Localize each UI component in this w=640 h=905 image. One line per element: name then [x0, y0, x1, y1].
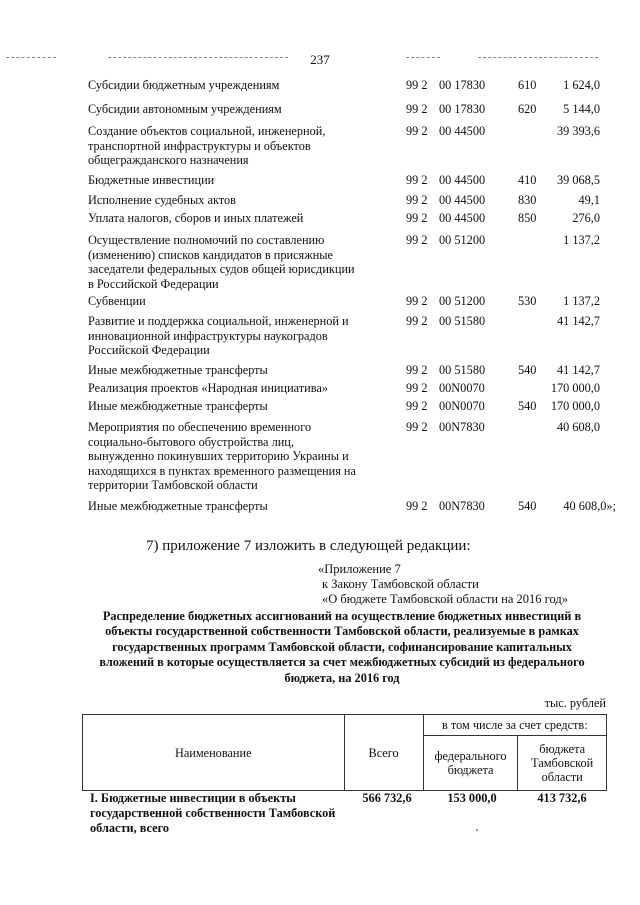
row-section: 99 2: [406, 193, 428, 207]
row-section: 99 2: [406, 78, 428, 92]
row-name: Субвенции: [88, 294, 146, 308]
row-name: Бюджетные инвестиции: [88, 173, 215, 187]
header-dash-divider: [406, 57, 440, 59]
annex-line-3: «О бюджете Тамбовской области на 2016 год»: [322, 592, 568, 606]
row-expense-type: 530: [518, 294, 537, 308]
row-expense-type: 410: [518, 173, 537, 187]
row-name: Мероприятия по обеспечению временного социально-бытового обустройства лиц, вынужденно покинувших территорию Украины и находящихся в пунктах временного размещения на территории Тамбовской области: [88, 420, 356, 493]
row-regional: 413 732,6: [537, 791, 587, 805]
row-section: 99 2: [406, 499, 428, 513]
row-article: 00 51580: [439, 314, 486, 328]
row-expense-type: 850: [518, 211, 537, 225]
row-section: 99 2: [406, 102, 428, 116]
row-name: Уплата налогов, сборов и иных платежей: [88, 211, 304, 225]
distribution-table: [82, 714, 607, 791]
header-dash-divider: [108, 57, 288, 59]
row-expense-type: 830: [518, 193, 537, 207]
annex-line-2: к Закону Тамбовской области: [322, 577, 479, 591]
row-amount: 5 144,0: [563, 102, 600, 116]
row-name: Субсидии автономным учреждениям: [88, 102, 282, 116]
row-article: 00 51200: [439, 233, 486, 247]
row-name: Субсидии бюджетным учреждениям: [88, 78, 280, 92]
row-expense-type: 540: [518, 499, 537, 513]
row-name: Реализация проектов «Народная инициатива»: [88, 381, 329, 395]
scan-speck: [476, 829, 478, 831]
units-label: тыс. рублей: [544, 696, 606, 710]
row-total: 566 732,6: [362, 791, 412, 805]
row-article: 00N7830: [439, 420, 485, 434]
row-article: 00 44500: [439, 211, 486, 225]
row-expense-type: 610: [518, 78, 537, 92]
row-section: 99 2: [406, 420, 428, 434]
row-article: 00 17830: [439, 78, 486, 92]
header-total: Всего: [344, 715, 423, 791]
row-article: 00 17830: [439, 102, 486, 116]
row-name: Иные межбюджетные трансферты: [88, 363, 268, 377]
row-section: 99 2: [406, 381, 428, 395]
header-including: в том числе за счет средств:: [423, 715, 606, 736]
row-amount: 170 000,0: [550, 381, 600, 395]
row-amount: 1 137,2: [563, 294, 600, 308]
row-amount: 40 608,0: [556, 420, 600, 434]
row-amount: 276,0: [572, 211, 600, 225]
row-name: Исполнение судебных актов: [88, 193, 236, 207]
document-title: Распределение бюджетных ассигнований на осуществление бюджетных инвестиций в объекты государственной собственности Тамбовской области, реализуемые в рамках государственных программ Тамбовской области, софинансирование капитальных вложений в которые осуществляется за счет межбюджетных субсидий из федерального бюджета, на 2016 год: [99, 609, 585, 685]
header-dash-divider: [478, 57, 598, 59]
header-dash-divider: [6, 57, 56, 59]
header-federal: федерального бюджета: [423, 736, 518, 791]
annex-line-1: «Приложение 7: [318, 562, 401, 576]
row-section: 99 2: [406, 314, 428, 328]
row-amount: 170 000,0: [550, 399, 600, 413]
row-name: Создание объектов социальной, инженерной, транспортной инфраструктуры и объектов общегражданского назначения: [88, 124, 326, 168]
row-name: Развитие и поддержка социальной, инженерной и инновационной инфраструктуры наукоградов Российской Федерации: [88, 314, 349, 358]
row-article: 00N0070: [439, 381, 485, 395]
row-article: 00 44500: [439, 193, 486, 207]
row-amount: 1 137,2: [563, 233, 600, 247]
header-regional: бюджета Тамбовской области: [518, 736, 607, 791]
row-section: 99 2: [406, 363, 428, 377]
row-section: 99 2: [406, 173, 428, 187]
row-article: 00N0070: [439, 399, 485, 413]
row-section: 99 2: [406, 124, 428, 138]
row-section: 99 2: [406, 294, 428, 308]
row-name: Иные межбюджетные трансферты: [88, 499, 268, 513]
row-section: 99 2: [406, 399, 428, 413]
row-article: 00 44500: [439, 173, 486, 187]
row-amount: 39 393,6: [556, 124, 600, 138]
row-amount: 1 624,0: [563, 78, 600, 92]
row-amount: 49,1: [578, 193, 600, 207]
row-expense-type: 540: [518, 399, 537, 413]
row-amount: 40 608,0»;: [563, 499, 616, 513]
row-article: 00N7830: [439, 499, 485, 513]
row-federal: 153 000,0: [447, 791, 497, 805]
row-article: 00 51580: [439, 363, 486, 377]
row-expense-type: 620: [518, 102, 537, 116]
row-name: Осуществление полномочий по составлению (изменению) списков кандидатов в присяжные заседатели федеральных судов общей юрисдикции в Российской Федерации: [88, 233, 355, 291]
row-expense-type: 540: [518, 363, 537, 377]
amendment-item-7: 7) приложение 7 изложить в следующей редакции:: [146, 538, 471, 554]
page-number: 237: [310, 52, 330, 67]
row-section: 99 2: [406, 211, 428, 225]
row-name: I. Бюджетные инвестиции в объекты государственной собственности Тамбовской области, всего: [90, 791, 336, 835]
row-section: 99 2: [406, 233, 428, 247]
header-name: Наименование: [83, 715, 345, 791]
row-amount: 41 142,7: [556, 314, 600, 328]
row-amount: 39 068,5: [556, 173, 600, 187]
row-article: 00 44500: [439, 124, 486, 138]
row-article: 00 51200: [439, 294, 486, 308]
row-amount: 41 142,7: [556, 363, 600, 377]
row-name: Иные межбюджетные трансферты: [88, 399, 268, 413]
